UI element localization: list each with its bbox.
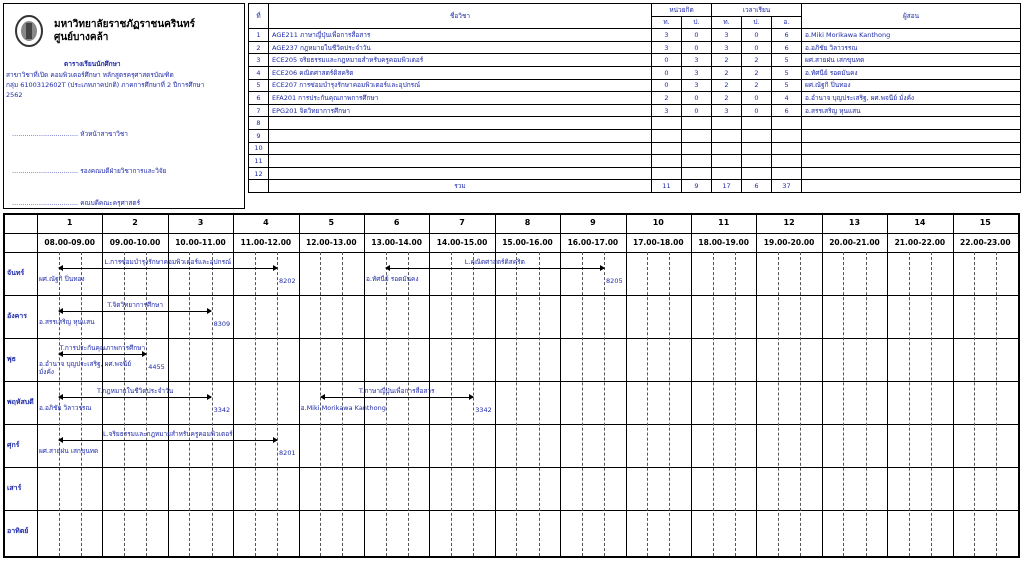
course-cell-subject — [269, 167, 652, 180]
period-time: 19.00-20.00 — [763, 238, 815, 247]
session-course-name: L.การซ่อมบำรุงรักษาคอมพิวเตอร์และอุปกรณ์ — [104, 258, 232, 266]
col-header-subject: ชื่อวิชา — [269, 4, 652, 29]
half-hour-line — [866, 252, 867, 556]
course-cell-hp — [742, 155, 772, 168]
session-room: 8205 — [606, 277, 623, 285]
course-cell-ct — [652, 129, 682, 142]
day-label: อาทิตย์ — [7, 527, 29, 535]
course-cell-inst: อ.ทัศนีย์ รอดมันคง — [802, 66, 1021, 79]
period-time: 22.00-23.00 — [960, 238, 1011, 247]
course-cell-hp: 0 — [742, 104, 772, 117]
course-cell-inst — [802, 129, 1021, 142]
half-hour-line — [669, 252, 670, 556]
half-hour-line — [255, 252, 256, 556]
col-header-hours: เวลาเรียน — [712, 4, 802, 17]
course-cell-ht — [712, 129, 742, 142]
course-cell-ho: 4 — [772, 92, 802, 105]
half-hour-line — [516, 252, 517, 556]
course-cell-ho: 6 — [772, 41, 802, 54]
sign-dots: ................................ — [12, 167, 79, 175]
col-header-hours-t: ท. — [712, 16, 742, 29]
course-cell-ht: 3 — [712, 41, 742, 54]
course-cell-ct: 0 — [652, 79, 682, 92]
course-cell-inst: ผศ.สายฝน เสกขุนทด — [802, 54, 1021, 67]
course-row — [249, 29, 1021, 42]
course-cell-subject — [269, 155, 652, 168]
course-cell-inst — [802, 142, 1021, 155]
col-header-credit-p: ป. — [682, 16, 712, 29]
period-number: 8 — [524, 218, 531, 227]
period-number: 5 — [328, 218, 335, 227]
course-cell-hp: 0 — [742, 29, 772, 42]
session-instructor: อ.ทัศนีย์ รอดมันคง — [366, 275, 419, 283]
day-label: เสาร์ — [7, 484, 22, 492]
total-hours-p: 6 — [742, 180, 772, 193]
total-credit-t: 11 — [652, 180, 682, 193]
day-label: พุธ — [7, 355, 16, 363]
total-credit-p: 9 — [682, 180, 712, 193]
course-cell-ct: 3 — [652, 104, 682, 117]
half-hour-line — [277, 252, 278, 556]
course-row — [249, 92, 1021, 105]
course-cell-hp — [742, 142, 772, 155]
course-cell-hp — [742, 129, 772, 142]
sign-dots: ................................ — [12, 130, 79, 138]
signature-line-2 — [12, 166, 166, 176]
course-cell-ht — [712, 117, 742, 130]
course-cell-subject: ECE207 การซ่อมบำรุงรักษาคอมพิวเตอร์และอุปกรณ์ — [269, 79, 652, 92]
university-name: มหาวิทยาลัยราชภัฏราชนครินทร์ — [54, 19, 196, 30]
grid-line — [626, 215, 627, 556]
grid-line — [756, 215, 757, 556]
program-line-2: กลุ่ม 6100312602T (ประเภทภาคปกติ) ภาคการศึกษาที่ 2 ปีการศึกษา — [6, 81, 205, 89]
period-time: 13.00-14.00 — [371, 238, 422, 247]
period-time: 18.00-19.00 — [698, 238, 749, 247]
col-header-credit-t: ท. — [652, 16, 682, 29]
course-cell-ht: 3 — [712, 104, 742, 117]
course-row — [249, 54, 1021, 67]
course-cell-no: 7 — [249, 104, 269, 117]
course-cell-hp — [742, 167, 772, 180]
session-instructor: ผศ.สายฝน เสกขุนทด — [39, 447, 99, 455]
total-hours-o: 37 — [772, 180, 802, 193]
period-time: 21.00-22.00 — [894, 238, 946, 247]
totals-row — [249, 180, 1021, 193]
course-cell-ct: 0 — [652, 54, 682, 67]
course-cell-inst: อ.อภิชัย วิลาวรรณ — [802, 41, 1021, 54]
day-label: ศุกร์ — [7, 441, 20, 449]
course-cell-no: 1 — [249, 29, 269, 42]
half-hour-line — [451, 252, 452, 556]
doc-title: ตารางเรียนนักศึกษา — [64, 60, 121, 68]
session-instructor: อ.อภิชัย วิลาวรรณ — [39, 404, 92, 412]
period-number: 10 — [652, 218, 664, 227]
session-room: 3342 — [475, 406, 492, 414]
campus-name: ศูนย์บางคล้า — [54, 32, 109, 43]
course-row — [249, 142, 1021, 155]
session-instructor: อ.สรรเสริญ หุนแสน — [39, 318, 95, 326]
course-cell-subject: ECE206 คณิตศาสตร์ดิสคริต — [269, 66, 652, 79]
period-number: 3 — [197, 218, 204, 227]
course-cell-inst: อ.สรรเสริญ หุนแสน — [802, 104, 1021, 117]
course-cell-subject: EPG201 จิตวิทยาการศึกษา — [269, 104, 652, 117]
course-cell-hp: 2 — [742, 66, 772, 79]
course-cell-no: 11 — [249, 155, 269, 168]
course-cell-subject — [269, 117, 652, 130]
session-course-name: T.กฎหมายในชีวิตประจำวัน — [97, 387, 174, 395]
half-hour-line — [996, 252, 997, 556]
period-number: 9 — [590, 218, 596, 227]
period-time: 10.00-11.00 — [175, 238, 226, 247]
course-cell-inst: อ.อำนาจ บุญประเสริฐ, ผศ.พจนีย์ มั่งคั่ง — [802, 92, 1021, 105]
col-header-credit: หน่วยกิต — [652, 4, 712, 17]
weekly-timetable — [3, 213, 1020, 558]
course-cell-ho: 6 — [772, 29, 802, 42]
half-hour-line — [735, 252, 736, 556]
half-hour-line — [800, 252, 801, 556]
half-hour-line — [582, 252, 583, 556]
period-number: 14 — [914, 218, 926, 227]
header-panel — [3, 3, 245, 209]
course-cell-inst: ผศ.ณัฐกิ ปิ่นทอง — [802, 79, 1021, 92]
course-cell-cp — [682, 142, 712, 155]
session-span-arrow — [321, 397, 473, 398]
session-room: 8202 — [279, 277, 296, 285]
course-cell-hp: 0 — [742, 41, 772, 54]
session-room: 8309 — [213, 320, 231, 328]
period-time: 17.00-18.00 — [633, 238, 684, 247]
day-label: อังคาร — [7, 312, 27, 320]
col-header-instructor: ผู้สอน — [802, 4, 1021, 29]
course-row — [249, 104, 1021, 117]
course-cell-no: 6 — [249, 92, 269, 105]
half-hour-line — [408, 252, 409, 556]
course-cell-ct: 0 — [652, 66, 682, 79]
half-hour-line — [931, 252, 932, 556]
course-cell-subject — [269, 129, 652, 142]
period-number: 13 — [848, 218, 861, 227]
course-cell-ct: 2 — [652, 92, 682, 105]
sign-label-dept-head: หัวหน้าสาขาวิชา — [80, 130, 128, 138]
course-cell-inst — [802, 167, 1021, 180]
course-cell-ho — [772, 117, 802, 130]
half-hour-line — [539, 252, 540, 556]
table-cell — [802, 180, 1021, 193]
half-hour-line — [713, 252, 714, 556]
session-instructor: ผศ.ณัฐกิ ปิ่นทอง — [39, 275, 85, 283]
period-time: 08.00-09.00 — [44, 238, 95, 247]
course-row — [249, 155, 1021, 168]
day-label: จันทร์ — [7, 269, 25, 277]
half-hour-line — [909, 252, 910, 556]
period-time: 20.00-21.00 — [829, 238, 880, 247]
course-cell-ct — [652, 155, 682, 168]
course-row — [249, 41, 1021, 54]
total-hours-t: 17 — [712, 180, 742, 193]
course-cell-cp: 3 — [682, 66, 712, 79]
col-header-hours-o: อ. — [772, 16, 802, 29]
grid-line — [691, 215, 692, 556]
course-cell-ho: 6 — [772, 104, 802, 117]
course-cell-cp: 3 — [682, 79, 712, 92]
course-cell-ht — [712, 155, 742, 168]
grid-line — [822, 215, 823, 556]
grid-line — [953, 215, 954, 556]
session-span-arrow — [59, 268, 277, 269]
course-cell-subject: AGE237 กฎหมายในชีวิตประจำวัน — [269, 41, 652, 54]
course-cell-ho — [772, 167, 802, 180]
course-cell-ho — [772, 142, 802, 155]
course-cell-cp — [682, 129, 712, 142]
period-time: 14.00-15.00 — [436, 238, 488, 247]
period-number: 6 — [393, 218, 400, 227]
sign-label-vice-dean: รองคณบดีฝ่ายวิชาการและวิจัย — [80, 167, 167, 175]
sign-label-dean: คณบดีคณะครุศาสตร์ — [80, 199, 141, 207]
course-cell-no: 4 — [249, 66, 269, 79]
course-row — [249, 167, 1021, 180]
col-header-hours-p: ป. — [742, 16, 772, 29]
course-cell-cp: 0 — [682, 41, 712, 54]
half-hour-line — [604, 252, 605, 556]
course-cell-ht: 2 — [712, 92, 742, 105]
period-number: 12 — [783, 218, 795, 227]
course-cell-no: 3 — [249, 54, 269, 67]
period-number: 4 — [263, 218, 269, 227]
university-seal-icon — [14, 14, 44, 48]
day-label: พฤหัสบดี — [7, 398, 34, 406]
session-course-name: T.จิตวิทยาการศึกษา — [107, 301, 163, 309]
period-time: 12.00-13.00 — [306, 238, 357, 247]
course-cell-ht: 2 — [712, 66, 742, 79]
course-cell-subject: EFA201 การประกันคุณภาพการศึกษา — [269, 92, 652, 105]
course-cell-hp: 2 — [742, 79, 772, 92]
period-number: 11 — [718, 218, 730, 227]
course-cell-ho: 5 — [772, 79, 802, 92]
session-course-name: L.จริยธรรมและกฎหมายสำหรับครูคอมพิวเตอร์ — [102, 430, 233, 438]
course-cell-ht: 2 — [712, 79, 742, 92]
course-cell-no: 12 — [249, 167, 269, 180]
table-cell — [249, 180, 269, 193]
period-number: 2 — [132, 218, 138, 227]
course-cell-no: 10 — [249, 142, 269, 155]
course-row — [249, 79, 1021, 92]
signature-line-3 — [12, 198, 140, 208]
session-span-arrow — [59, 354, 146, 355]
course-table — [248, 3, 1021, 193]
course-cell-no: 2 — [249, 41, 269, 54]
course-cell-ho: 5 — [772, 66, 802, 79]
half-hour-line — [146, 252, 147, 556]
half-hour-line — [124, 252, 125, 556]
course-cell-inst — [802, 117, 1021, 130]
course-cell-ht — [712, 167, 742, 180]
course-cell-ct — [652, 167, 682, 180]
session-span-arrow — [59, 397, 211, 398]
session-room: 3342 — [213, 406, 231, 414]
course-cell-ho: 5 — [772, 54, 802, 67]
course-row — [249, 129, 1021, 142]
session-course-name: L.คณิตศาสตร์ดิสคริต — [464, 258, 525, 266]
grid-line — [5, 233, 1018, 234]
half-hour-line — [778, 252, 779, 556]
period-number: 7 — [459, 218, 465, 227]
course-cell-subject: ECE205 จริยธรรมและกฎหมายสำหรับครูคอมพิวเตอร์ — [269, 54, 652, 67]
half-hour-line — [473, 252, 474, 556]
course-cell-cp: 0 — [682, 92, 712, 105]
half-hour-line — [647, 252, 648, 556]
half-hour-line — [189, 252, 190, 556]
course-cell-hp: 0 — [742, 92, 772, 105]
course-cell-cp — [682, 167, 712, 180]
course-cell-cp: 0 — [682, 29, 712, 42]
course-cell-ho — [772, 129, 802, 142]
sign-dots: ................................ — [12, 199, 79, 207]
session-course-name: T.การประกันคุณภาพการศึกษา — [59, 344, 146, 352]
course-cell-ht — [712, 142, 742, 155]
session-instructor: อ.อำนาจ บุญประเสริฐ, ผศ.พจนีย์ มั่งคั่ง — [39, 360, 132, 376]
col-header-no: ที่ — [249, 4, 269, 29]
period-time: 11.00-12.00 — [240, 238, 292, 247]
course-cell-subject: AGE211 ภาษาญี่ปุ่นเพื่อการสื่อสาร — [269, 29, 652, 42]
course-cell-cp — [682, 155, 712, 168]
course-cell-inst: อ.Miki Morikawa Kanthong — [802, 29, 1021, 42]
period-time: 09.00-10.00 — [109, 238, 161, 247]
session-span-arrow — [386, 268, 604, 269]
half-hour-line — [843, 252, 844, 556]
grid-line — [887, 215, 888, 556]
half-hour-line — [212, 252, 213, 556]
course-cell-ct — [652, 142, 682, 155]
course-cell-ht: 3 — [712, 29, 742, 42]
session-room: 8201 — [279, 449, 296, 457]
course-cell-cp — [682, 117, 712, 130]
course-cell-inst — [802, 155, 1021, 168]
session-span-arrow — [59, 440, 277, 441]
period-number: 1 — [66, 218, 73, 227]
course-cell-cp: 0 — [682, 104, 712, 117]
course-cell-hp — [742, 117, 772, 130]
course-cell-no: 8 — [249, 117, 269, 130]
course-cell-cp: 3 — [682, 54, 712, 67]
course-cell-ct: 3 — [652, 41, 682, 54]
course-cell-no: 9 — [249, 129, 269, 142]
course-cell-ct — [652, 117, 682, 130]
course-cell-ho — [772, 155, 802, 168]
session-course-name: T.ภาษาญี่ปุ่นเพื่อการสื่อสาร — [358, 387, 435, 395]
course-row — [249, 117, 1021, 130]
course-cell-ct: 3 — [652, 29, 682, 42]
course-cell-ht: 2 — [712, 54, 742, 67]
session-instructor: อ.Miki Morikawa Kanthong — [300, 404, 386, 412]
period-number: 15 — [979, 218, 991, 227]
course-cell-subject — [269, 142, 652, 155]
program-line-1: สาขาวิชาที่เปิด คอมพิวเตอร์ศึกษา หลักสูตรครุศาสตรบัณฑิต — [6, 71, 174, 79]
period-time: 15.00-16.00 — [502, 238, 553, 247]
course-cell-hp: 2 — [742, 54, 772, 67]
course-cell-no: 5 — [249, 79, 269, 92]
session-room: 4455 — [148, 363, 165, 371]
signature-line-1 — [12, 129, 128, 139]
total-label: รวม — [269, 180, 652, 193]
session-span-arrow — [59, 311, 211, 312]
course-row — [249, 66, 1021, 79]
period-time: 16.00-17.00 — [567, 238, 619, 247]
program-line-3: 2562 — [6, 91, 23, 99]
half-hour-line — [974, 252, 975, 556]
